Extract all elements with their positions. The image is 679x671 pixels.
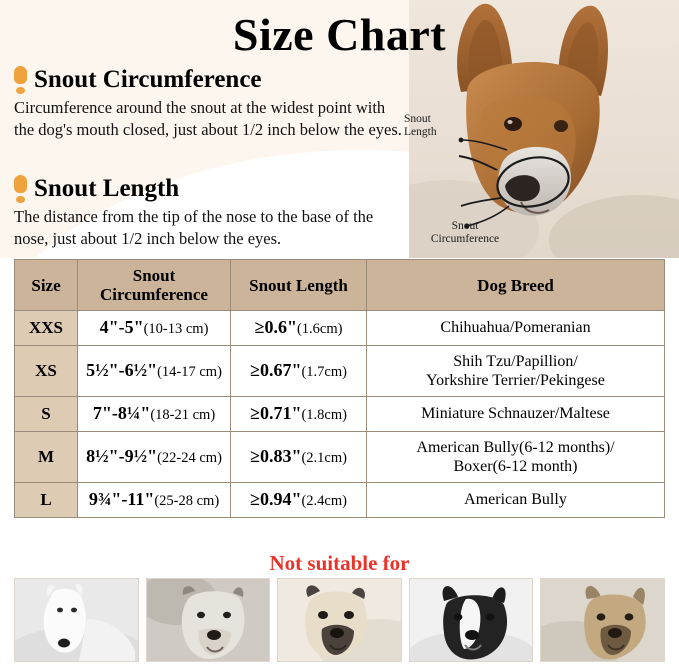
table-head [15,260,665,311]
cell-dog-breed: Miniature Schnauzer/Maltese [367,397,665,432]
section-snout-circumference [14,66,414,141]
cell-snout-length [231,431,367,482]
cell-snout-circumference [78,431,231,482]
cell-snout-length [231,345,367,396]
cell-snout-length [231,311,367,346]
annotation-snout-length-line1: Snout [404,113,431,125]
cell-dog-breed: Chihuahua/Pomeranian [367,311,665,346]
cell-snout-circumference [78,311,231,346]
not-suitable-thumbnails [14,578,665,662]
cell-dog-breed-line1: American Bully(6-12 months)/ [416,438,615,456]
french-bulldog-fawn-photo [540,578,665,662]
cell-dog-breed: American Bully [367,483,665,518]
annotation-snout-circumference [400,220,530,246]
not-suitable-label: Not suitable for [269,551,410,575]
value-main: ≥0.6" [254,317,297,338]
value-main: 4"-5" [99,317,144,338]
table-body [15,311,665,518]
bull-terrier-photo [14,578,139,662]
table-row [15,431,665,482]
exclamation-icon [14,66,27,94]
english-bulldog-photo [146,578,271,662]
section-heading: Snout Circumference [34,66,262,94]
page-title: Size Chart [232,9,447,60]
value-main: ≥0.71" [250,403,302,424]
value-main: ≥0.83" [250,446,302,467]
value-main: 9¾"-11" [88,489,155,509]
exclamation-icon [14,175,27,203]
annotation-snout-circumference-line1: Snout [451,220,479,232]
value-paren: (18-21 cm) [150,407,216,424]
value-paren: (14-17 cm) [157,364,222,381]
pug-photo [277,578,402,662]
value-main: 8½"-9½" [86,446,158,467]
cell-size: XS [15,345,78,396]
cell-size: XXS [15,311,78,346]
table-header-row [15,260,665,311]
value-paren: (1.6cm) [296,321,343,338]
annotation-snout-circumference-line2: Circumference [430,233,500,246]
annotation-snout-length-line2: Length [404,126,437,139]
cell-snout-circumference [78,483,231,518]
value-paren: (2.4cm) [301,493,347,509]
column-header-snout-circumference [78,260,231,311]
section-body: Circumference around the snout at the widest point with the dog's mouth closed, just about 1/2 inch below the eyes. [14,98,402,139]
column-header-size: Size [15,260,78,311]
size-table [14,259,665,518]
value-main: ≥0.94" [250,489,302,509]
section-heading-row [14,175,414,203]
column-header-snout-circumference-line1: Snout [132,266,176,285]
section-body: The distance from the tip of the nose to the base of the nose, just about 1/2 inch below the eyes. [14,207,374,248]
french-bulldog-black-white-photo [409,578,534,662]
section-heading: Snout Length [34,175,180,203]
value-paren: (2.1cm) [301,450,347,467]
table-row [15,483,665,518]
table-row [15,397,665,432]
cell-snout-length [231,397,367,432]
value-main: 5½"-6½" [86,360,158,381]
cell-snout-length [231,483,367,518]
cell-dog-breed-line2: Boxer(6-12 month) [453,457,578,475]
value-paren: (25-28 cm) [154,493,220,509]
cell-size: M [15,431,78,482]
value-paren: (22-24 cm) [157,450,222,467]
cell-snout-circumference [78,397,231,432]
value-main: ≥0.67" [250,360,302,381]
value-paren: (1.8cm) [301,407,347,424]
section-heading-row [14,66,414,94]
column-header-snout-circumference-line2: Circumference [100,285,208,305]
cell-dog-breed-line2: Yorkshire Terrier/Pekingese [426,371,605,389]
cell-size: S [15,397,78,432]
cell-dog-breed [367,431,665,482]
value-paren: (1.7cm) [301,364,347,381]
cell-dog-breed [367,345,665,396]
table-row [15,345,665,396]
cell-size: L [15,483,78,518]
value-main: 7"-8¼" [92,403,151,424]
column-header-dog-breed: Dog Breed [367,260,665,311]
column-header-snout-length: Snout Length [231,260,367,311]
cell-dog-breed-line1: Shih Tzu/Papillion/ [453,352,578,370]
section-snout-length [14,175,414,250]
value-paren: (10-13 cm) [143,321,209,338]
table-row [15,311,665,346]
cell-snout-circumference [78,345,231,396]
